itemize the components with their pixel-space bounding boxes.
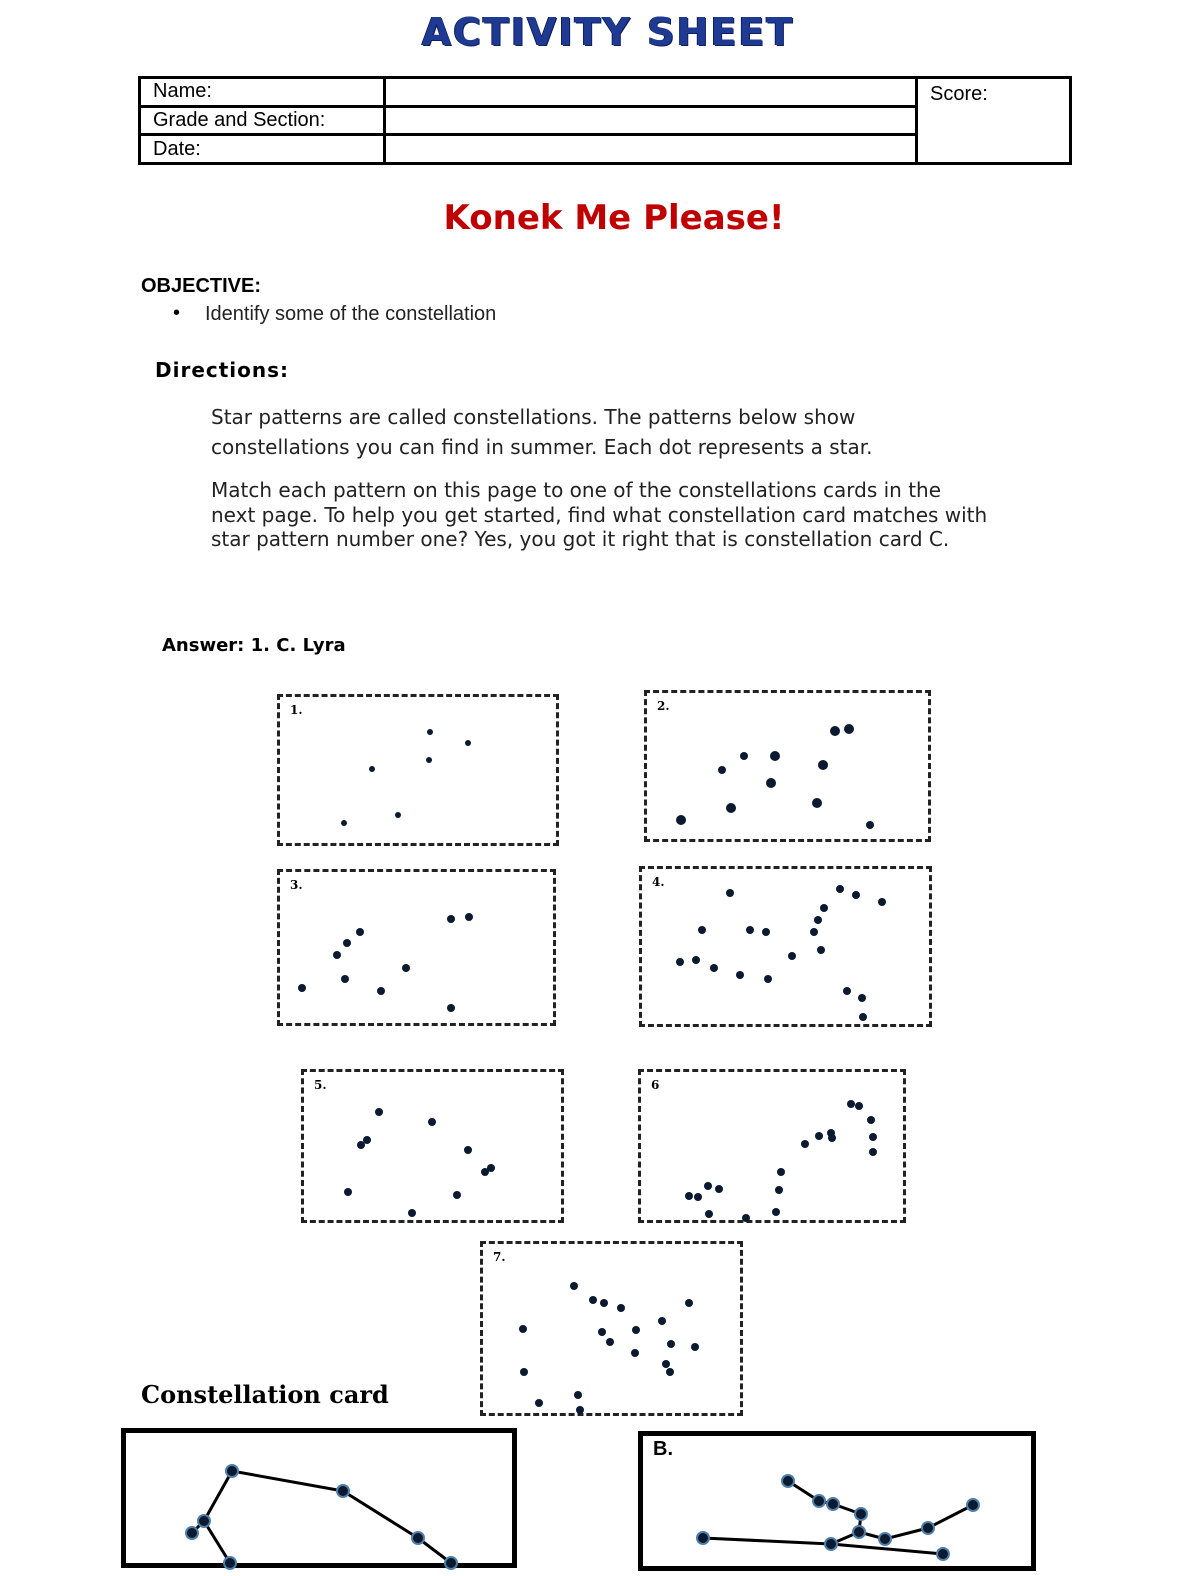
- star-dot: [866, 821, 874, 829]
- constellation-card-b: [638, 1431, 1036, 1571]
- star-pattern-1: [277, 694, 559, 846]
- star-dot: [704, 1182, 712, 1190]
- pattern-number: 1.: [290, 703, 303, 717]
- date-label: Date:: [140, 135, 385, 164]
- constellation-line: [204, 1471, 232, 1521]
- star-dot: [600, 1299, 608, 1307]
- star-dot: [341, 975, 349, 983]
- star-dot: [869, 1148, 877, 1156]
- star-dots: [647, 693, 934, 845]
- star-dot: [777, 1168, 785, 1176]
- star-pattern-4: [639, 866, 932, 1027]
- star-dot: [375, 1108, 383, 1116]
- star-dot: [810, 928, 818, 936]
- star-dot: [658, 1317, 666, 1325]
- constellation-star: [198, 1515, 210, 1527]
- constellation-card-a: [121, 1428, 517, 1568]
- star-dot: [772, 1208, 780, 1216]
- constellation-star: [412, 1532, 424, 1544]
- objective-heading: OBJECTIVE:: [141, 275, 262, 297]
- star-dot: [447, 915, 455, 923]
- star-dot: [830, 726, 840, 736]
- pattern-number: 6: [651, 1078, 660, 1092]
- card-letter: B.: [653, 1438, 673, 1460]
- star-dot: [762, 928, 770, 936]
- star-dot: [535, 1399, 543, 1407]
- star-dot: [820, 904, 828, 912]
- star-dot: [427, 729, 433, 735]
- star-dot: [589, 1296, 597, 1304]
- star-dot: [465, 913, 473, 921]
- star-dot: [298, 984, 306, 992]
- star-dot: [606, 1338, 614, 1346]
- star-dot: [465, 740, 471, 746]
- date-field[interactable]: [385, 135, 917, 164]
- directions-heading: Directions:: [155, 358, 290, 382]
- constellation-star: [967, 1499, 979, 1511]
- constellation-lines: [126, 1433, 522, 1573]
- star-dot: [598, 1328, 606, 1336]
- star-dot: [698, 926, 706, 934]
- star-dot: [878, 898, 886, 906]
- star-dots: [641, 1072, 909, 1226]
- constellation-star: [825, 1538, 837, 1550]
- star-dot: [858, 994, 866, 1002]
- star-dot: [867, 1116, 875, 1124]
- directions-paragraph-1: Star patterns are called constellations. The patterns below show constellations you can find in summer. Each dot represents a star.: [211, 405, 873, 459]
- star-dot: [617, 1304, 625, 1312]
- star-dot: [631, 1349, 639, 1357]
- star-dot: [408, 1209, 416, 1217]
- star-dot: [428, 1118, 436, 1126]
- star-dot: [740, 752, 748, 760]
- constellation-star: [922, 1522, 934, 1534]
- star-pattern-3: [277, 869, 556, 1026]
- star-dot: [710, 964, 718, 972]
- star-dot: [481, 1168, 489, 1176]
- grade-section-label: Grade and Section:: [140, 106, 385, 135]
- star-dot: [402, 964, 410, 972]
- star-dot: [736, 971, 744, 979]
- star-dots: [642, 869, 935, 1030]
- star-dot: [770, 751, 780, 761]
- star-dot: [726, 889, 734, 897]
- constellation-line: [343, 1491, 418, 1538]
- pattern-number: 5.: [314, 1078, 327, 1092]
- star-dot: [464, 1146, 472, 1154]
- constellation-star: [224, 1557, 236, 1569]
- constellation-line: [703, 1538, 831, 1544]
- constellation-star: [782, 1475, 794, 1487]
- star-dot: [377, 987, 385, 995]
- constellation-star: [226, 1465, 238, 1477]
- star-pattern-2: [644, 690, 931, 842]
- star-dot: [726, 803, 736, 813]
- constellation-card-heading: Constellation card: [141, 1380, 389, 1409]
- star-dot: [667, 1340, 675, 1348]
- star-pattern-5: [301, 1069, 564, 1223]
- star-dot: [852, 891, 860, 899]
- star-dot: [705, 1210, 713, 1218]
- pattern-number: 7.: [493, 1250, 506, 1264]
- star-dot: [519, 1325, 527, 1333]
- star-dot: [812, 798, 822, 808]
- answer-example: Answer: 1. C. Lyra: [162, 635, 346, 656]
- star-dot: [694, 1193, 702, 1201]
- star-dot: [814, 916, 822, 924]
- star-dot: [775, 1186, 783, 1194]
- star-dot: [746, 926, 754, 934]
- constellation-line: [204, 1521, 230, 1563]
- star-dot: [676, 958, 684, 966]
- star-dot: [685, 1192, 693, 1200]
- star-dots: [304, 1072, 567, 1226]
- star-dot: [766, 778, 776, 788]
- pattern-number: 3.: [290, 878, 303, 892]
- constellation-line: [928, 1505, 973, 1528]
- star-dot: [343, 939, 351, 947]
- star-dot: [676, 815, 686, 825]
- star-dot: [685, 1299, 693, 1307]
- star-dot: [357, 1141, 365, 1149]
- activity-title: Konek Me Please!: [443, 198, 785, 238]
- star-dot: [570, 1282, 578, 1290]
- pattern-number: 4.: [652, 875, 665, 889]
- star-dot: [844, 724, 854, 734]
- constellation-star: [445, 1557, 457, 1569]
- directions-paragraph-2: Match each pattern on this page to one of the constellations cards in the next page. To help you get started, find what constellation card matches with star pattern number one? Yes, you got it right that is constellation card C.: [211, 478, 988, 551]
- star-dot: [859, 1013, 867, 1021]
- objective-item: Identify some of the constellation: [205, 303, 497, 325]
- constellation-line: [232, 1471, 343, 1491]
- star-dot: [574, 1391, 582, 1399]
- constellation-star: [186, 1527, 198, 1539]
- star-dot: [718, 766, 726, 774]
- star-dot: [344, 1188, 352, 1196]
- star-dot: [742, 1214, 750, 1222]
- star-dot: [341, 820, 347, 826]
- star-dot: [520, 1368, 528, 1376]
- star-dot: [817, 946, 825, 954]
- name-field[interactable]: [385, 78, 917, 107]
- constellation-star: [827, 1498, 839, 1510]
- sheet-title: ACTIVITY SHEET: [421, 10, 795, 54]
- student-info-table: [138, 76, 1072, 165]
- star-dot: [666, 1368, 674, 1376]
- star-dot: [815, 1132, 823, 1140]
- star-dot: [715, 1185, 723, 1193]
- star-dot: [691, 1343, 699, 1351]
- constellation-star: [937, 1548, 949, 1560]
- grade-section-field[interactable]: [385, 106, 917, 135]
- star-dot: [576, 1406, 584, 1414]
- constellation-star: [697, 1532, 709, 1544]
- star-dots: [280, 697, 562, 849]
- star-dot: [836, 885, 844, 893]
- constellation-star: [337, 1485, 349, 1497]
- star-dot: [447, 1004, 455, 1012]
- star-dot: [692, 956, 700, 964]
- name-label: Name:: [140, 78, 385, 107]
- star-dot: [855, 1102, 863, 1110]
- pattern-number: 2.: [657, 699, 670, 713]
- constellation-lines: [643, 1436, 1041, 1576]
- star-dot: [395, 812, 401, 818]
- star-dots: [483, 1244, 746, 1419]
- star-dot: [847, 1100, 855, 1108]
- star-dot: [453, 1191, 461, 1199]
- star-dots: [280, 872, 559, 1029]
- star-dot: [818, 760, 828, 770]
- star-dot: [801, 1140, 809, 1148]
- score-label: Score:: [917, 78, 1071, 164]
- star-dot: [632, 1326, 640, 1334]
- star-dot: [828, 1134, 836, 1142]
- star-dot: [843, 987, 851, 995]
- star-dot: [426, 757, 432, 763]
- star-pattern-6: [638, 1069, 906, 1223]
- bullet-icon: •: [173, 302, 181, 324]
- constellation-star: [853, 1526, 865, 1538]
- star-dot: [764, 975, 772, 983]
- constellation-star: [813, 1495, 825, 1507]
- star-dot: [662, 1360, 670, 1368]
- star-dot: [369, 766, 375, 772]
- star-pattern-7: [480, 1241, 743, 1416]
- star-dot: [333, 951, 341, 959]
- constellation-star: [855, 1508, 867, 1520]
- constellation-star: [879, 1533, 891, 1545]
- star-dot: [356, 928, 364, 936]
- star-dot: [788, 952, 796, 960]
- star-dot: [869, 1133, 877, 1141]
